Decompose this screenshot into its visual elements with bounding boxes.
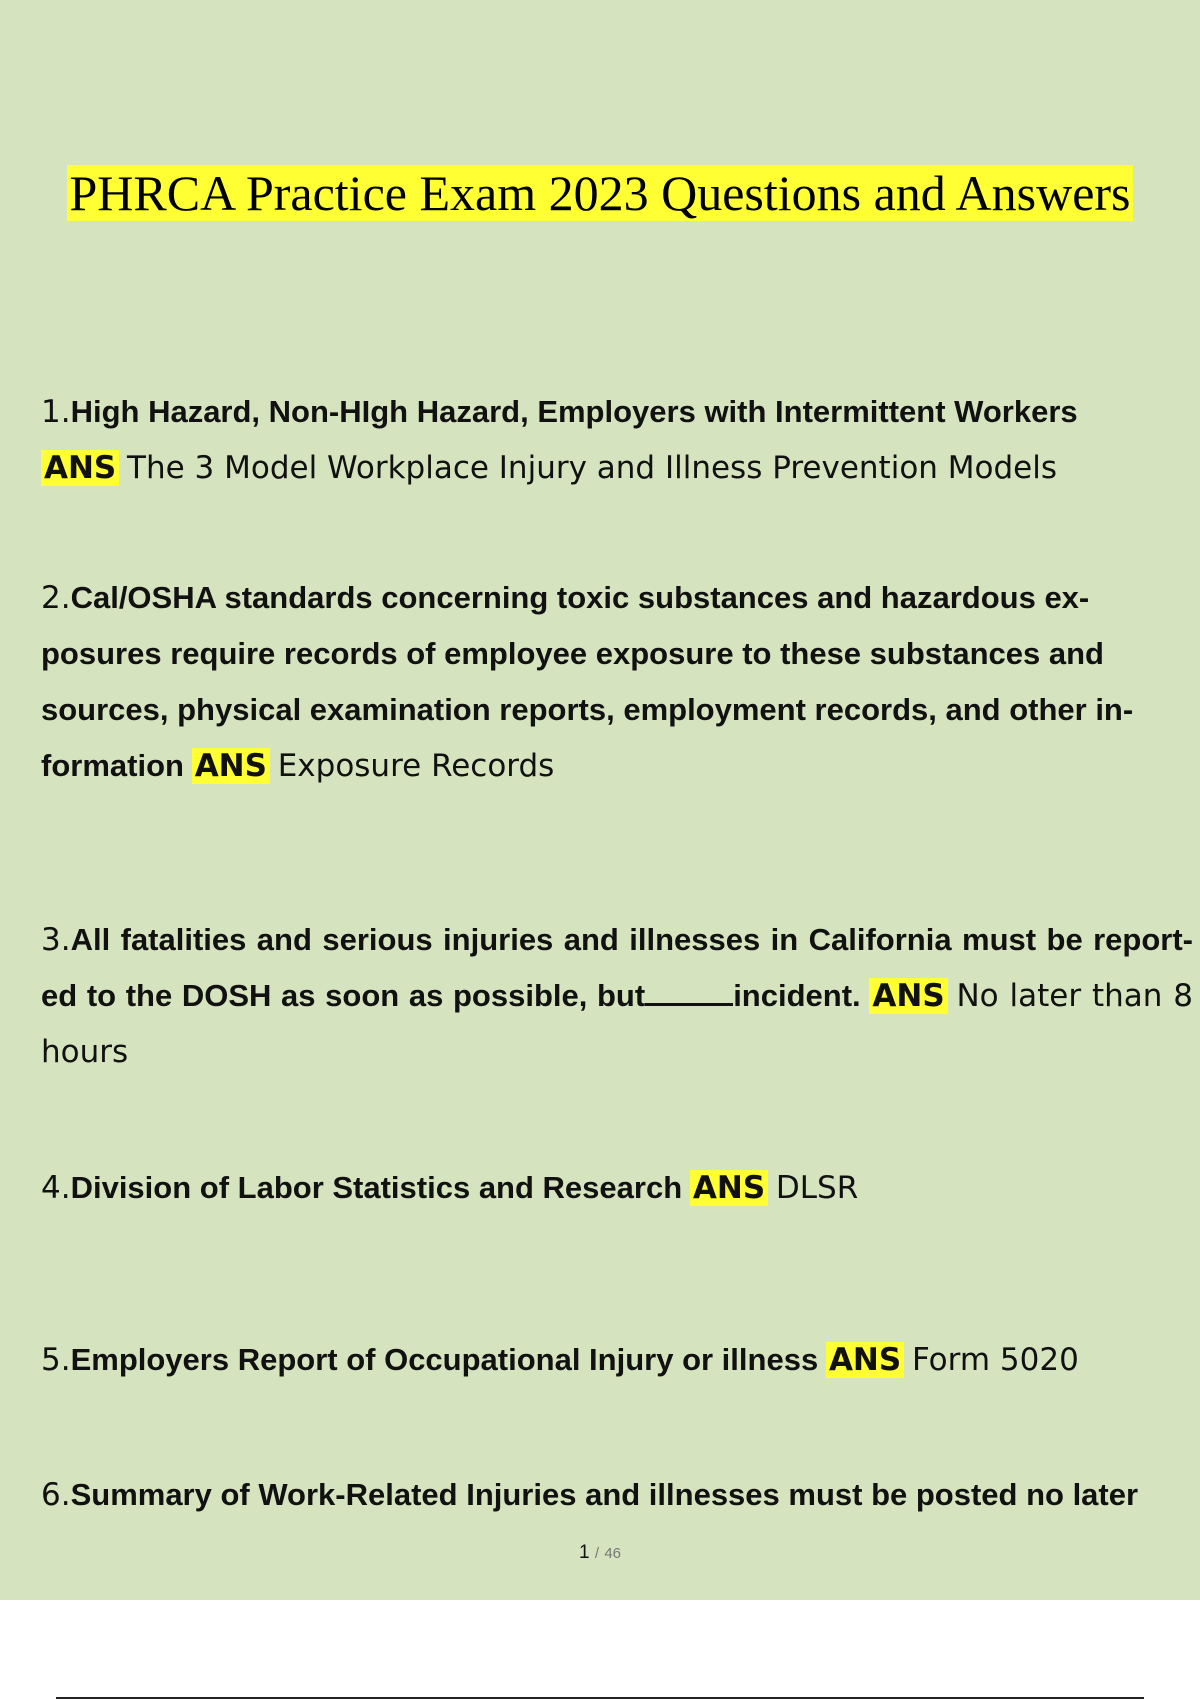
- question-number: 1.: [41, 394, 71, 430]
- ans-highlight: ANS: [869, 978, 947, 1014]
- document-title: PHRCA Practice Exam 2023 Questions and Answers: [69, 165, 1131, 221]
- question-text: Employers Report of Occupational Injury or illness: [70, 1342, 819, 1377]
- question-number: 3.: [41, 922, 71, 958]
- ans-highlight: ANS: [826, 1342, 904, 1378]
- question-4: [41, 1160, 1193, 1216]
- question-number: 5.: [41, 1342, 71, 1378]
- question-number: 2.: [41, 580, 71, 616]
- answer-text: Exposure Records: [277, 748, 555, 784]
- question-text: High Hazard, Non-HIgh Hazard, Employers with Intermittent Workers: [70, 394, 1078, 429]
- answer-text: The 3 Model Workplace Injury and Illness Prevention Models: [127, 450, 1058, 486]
- question-text: All fatalities and serious injuries and illnesses in California must be report- ed to the DOSH as soon as possible, but: [41, 922, 1193, 1013]
- current-page: 1: [579, 1542, 590, 1563]
- question-number: 6.: [41, 1477, 71, 1513]
- question-2: [41, 570, 1156, 794]
- question-text: Division of Labor Statistics and Research: [70, 1170, 683, 1205]
- question-5: [41, 1332, 1193, 1388]
- ans-highlight: ANS: [41, 450, 119, 486]
- question-6: [41, 1467, 1193, 1523]
- ans-highlight: ANS: [192, 748, 270, 784]
- answer-text: No later than 8 hours: [41, 978, 1194, 1070]
- question-number: 4.: [41, 1170, 71, 1206]
- ans-highlight: ANS: [690, 1170, 768, 1206]
- question-text-after: incident.: [733, 978, 861, 1013]
- answer-text: Form 5020: [911, 1342, 1079, 1378]
- question-text: Cal/OSHA standards concerning toxic substances and hazardous ex- posures require records of employee exposure to these substances and sources, physical examination reports, employment records, and other in- formation: [41, 580, 1134, 783]
- question-1: [41, 384, 1193, 496]
- total-pages: 46: [604, 1545, 621, 1562]
- page-indicator: [0, 1542, 1200, 1564]
- question-text: Summary of Work-Related Injuries and illnesses must be posted no later: [70, 1477, 1139, 1512]
- answer-text: DLSR: [775, 1170, 859, 1206]
- question-3: [41, 912, 1193, 1080]
- fill-in-blank: [645, 977, 733, 1006]
- page-divider: [56, 1697, 1144, 1699]
- page-separator: /: [594, 1545, 600, 1562]
